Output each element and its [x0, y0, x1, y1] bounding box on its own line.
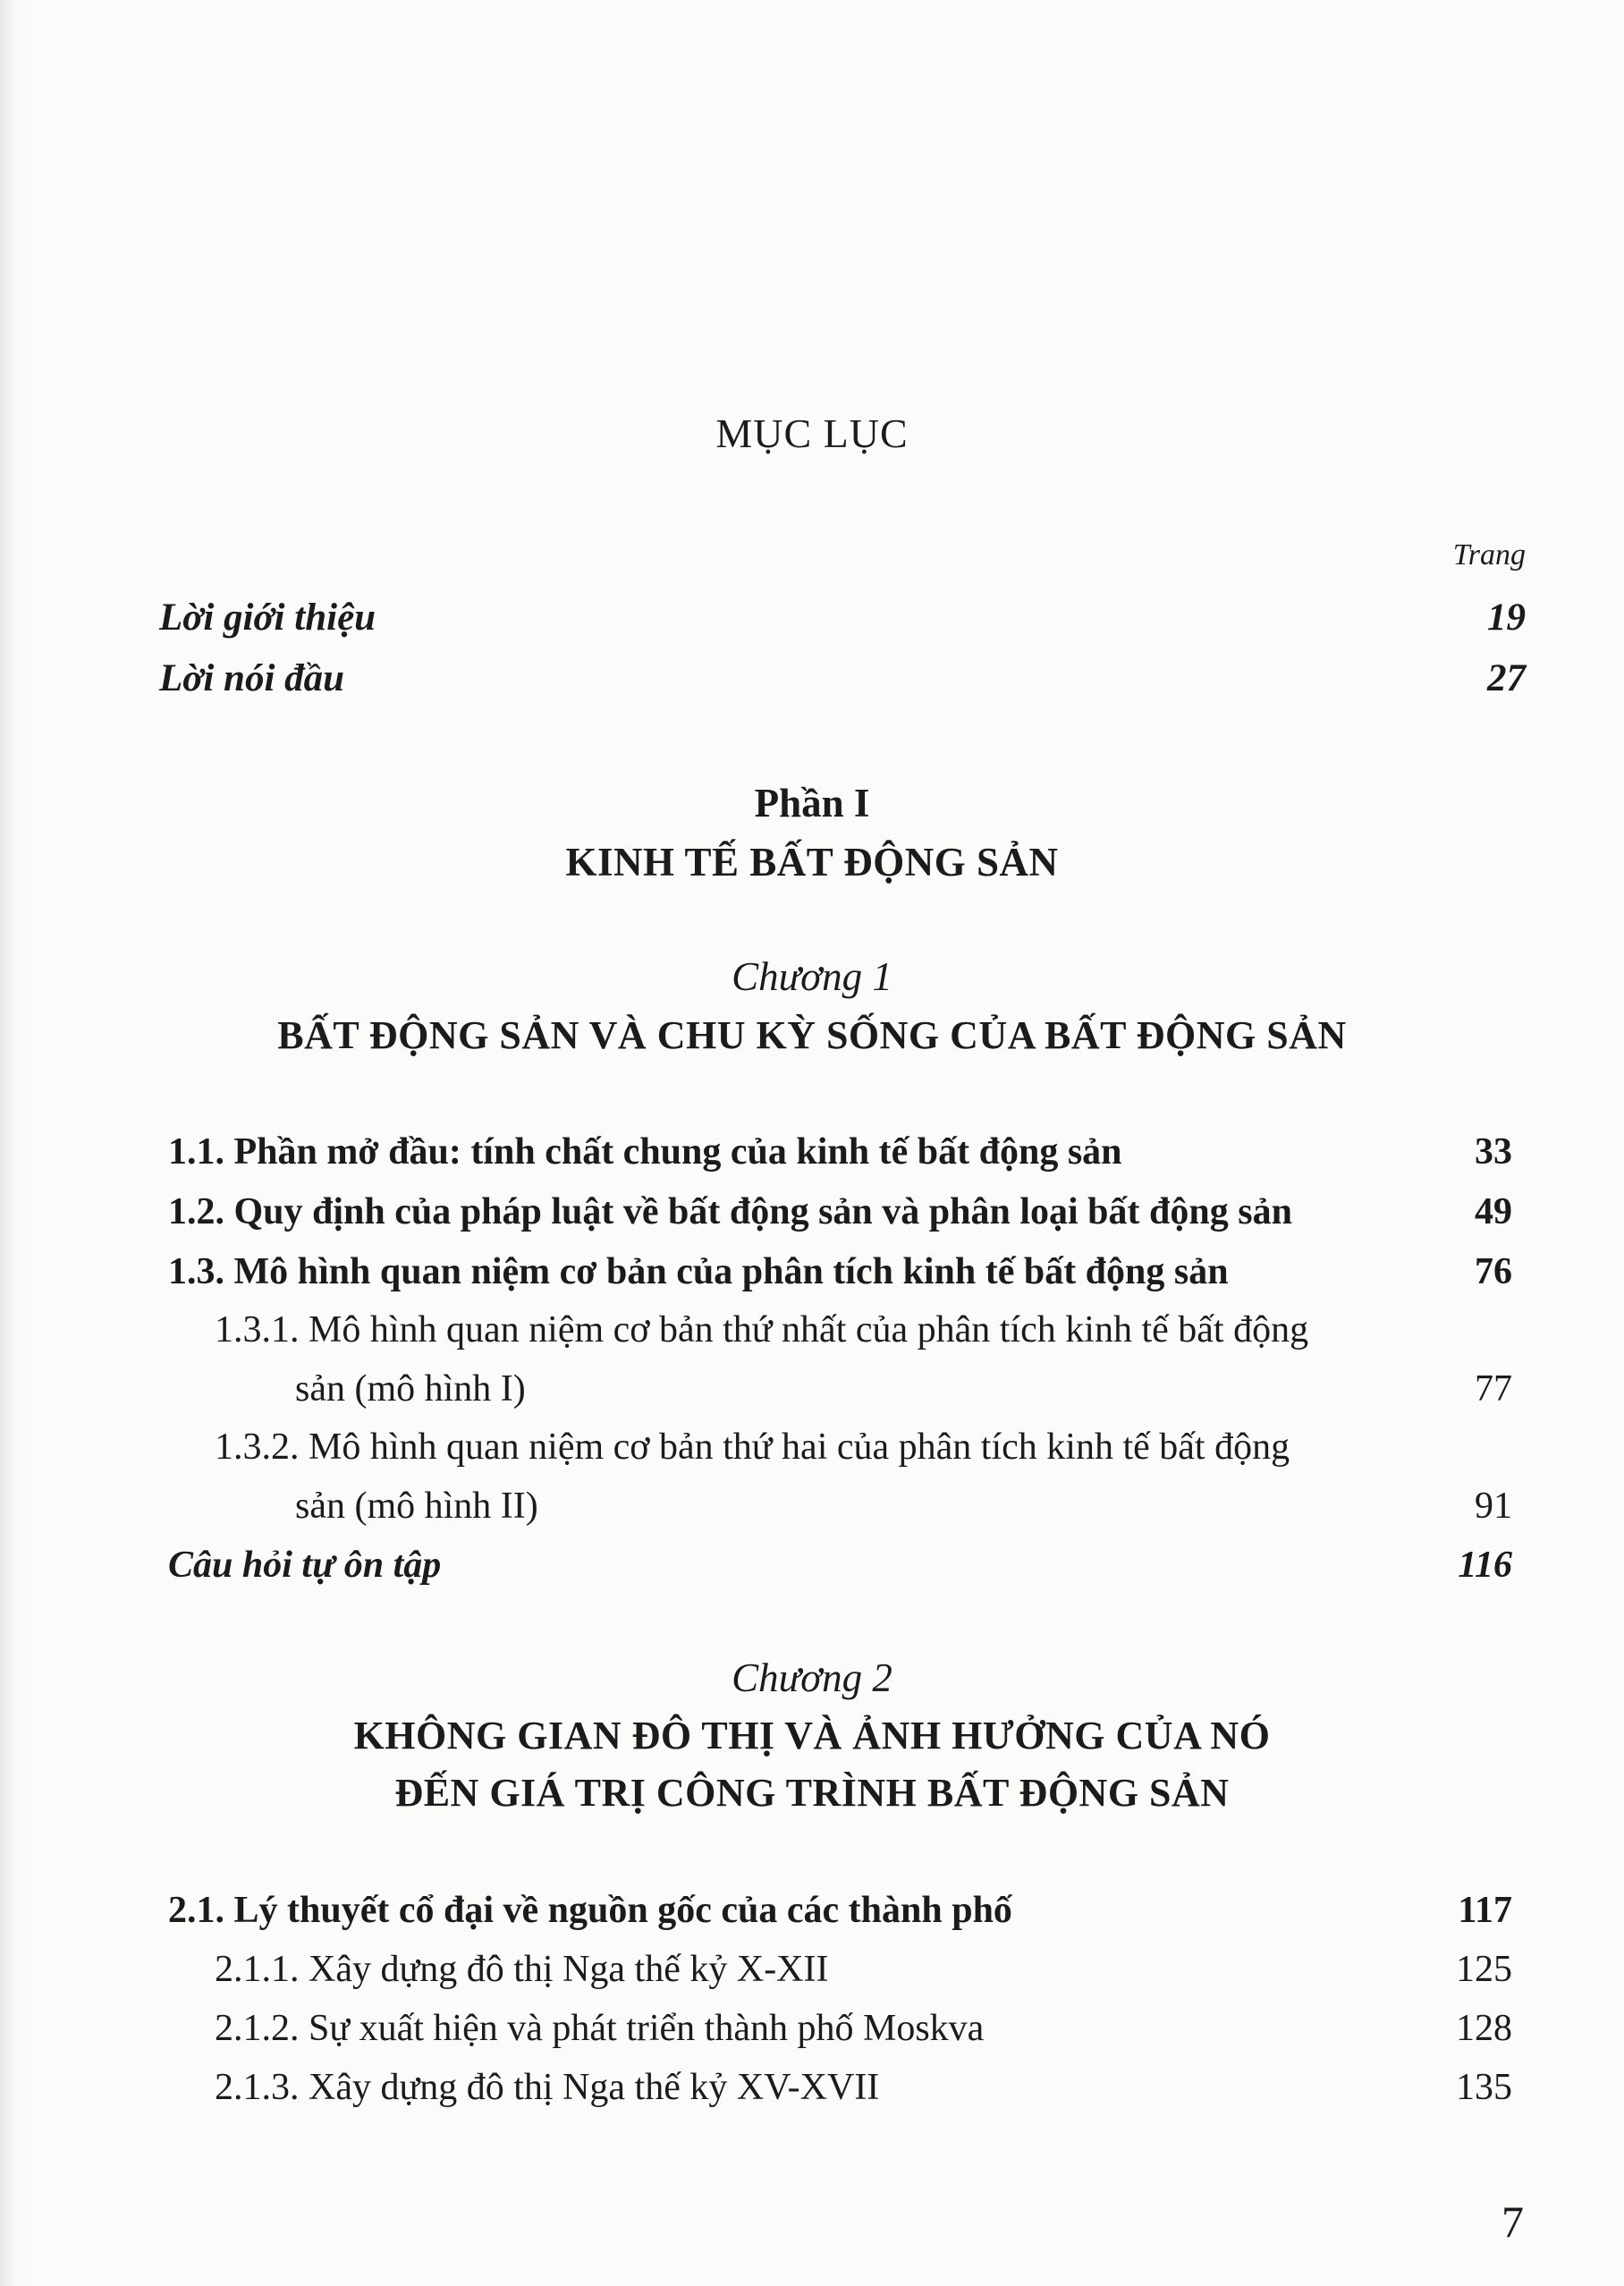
toc-subentry-text: 2.1.2. Sự xuất hiện và phát triển thành phố Moskva — [215, 2008, 985, 2049]
toc-front-entry-title: Lời nói đầu — [159, 657, 345, 699]
chapter-label: Chương 1 — [732, 954, 892, 999]
page-column-label: Trang — [1452, 538, 1526, 572]
toc-subentry-text: 1.3.2. Mô hình quan niệm cơ bản thứ hai của phân tích kinh tế bất động — [215, 1427, 1290, 1468]
toc-front-entry[interactable] — [159, 596, 1526, 639]
toc-entry-page: 91 — [1475, 1486, 1512, 1527]
toc-entry-page: 76 — [1475, 1251, 1512, 1292]
toc-front-entry-page: 19 — [1487, 597, 1526, 639]
toc-entry-page: 116 — [1458, 1545, 1512, 1586]
chapter-title: BẤT ĐỘNG SẢN VÀ CHU KỲ SỐNG CỦA BẤT ĐỘNG SẢN — [277, 1013, 1347, 1057]
toc-entry-text: 1.1. Phần mở đầu: tính chất chung của kinh tế bất động sản — [168, 1131, 1122, 1173]
part-label: Phần I — [754, 781, 870, 826]
chapter-label: Chương 2 — [732, 1655, 892, 1700]
toc-entry-page: 125 — [1456, 1949, 1512, 1990]
page-title: MỤC LỤC — [715, 411, 909, 456]
toc-entry-page: 128 — [1456, 2008, 1512, 2049]
chapter-title-line-2: ĐẾN GIÁ TRỊ CÔNG TRÌNH BẤT ĐỘNG SẢN — [394, 1771, 1230, 1815]
toc-front-entry-page: 27 — [1487, 657, 1526, 699]
toc-entry-page: 33 — [1475, 1131, 1512, 1173]
toc-entry-text: 2.1. Lý thuyết cổ đại về nguồn gốc của các thành phố — [168, 1890, 1012, 1931]
toc-front-entry[interactable] — [159, 656, 1526, 700]
toc-subentry-text: 2.1.3. Xây dựng đô thị Nga thế kỷ XV-XVII — [215, 2067, 880, 2108]
toc-subentry-text: 1.3.1. Mô hình quan niệm cơ bản thứ nhất của phân tích kinh tế bất động — [215, 1309, 1309, 1350]
toc-entry-page: 77 — [1475, 1368, 1512, 1410]
toc-entry-text: 1.3. Mô hình quan niệm cơ bản của phân tích kinh tế bất động sản — [168, 1251, 1229, 1292]
toc-entry-page: 117 — [1458, 1890, 1512, 1931]
toc-entry-page: 49 — [1475, 1191, 1512, 1232]
toc-subentry-text-continued: sản (mô hình I) — [295, 1368, 526, 1410]
chapter-title-line-1: KHÔNG GIAN ĐÔ THỊ VÀ ẢNH HƯỞNG CỦA NÓ — [353, 1714, 1271, 1757]
toc-subentry-text-continued: sản (mô hình II) — [295, 1486, 538, 1527]
toc-front-entry-title: Lời giới thiệu — [159, 597, 376, 639]
toc-entry-text: 1.2. Quy định của pháp luật về bất động sản và phân loại bất động sản — [168, 1191, 1292, 1232]
part-title: KINH TẾ BẤT ĐỘNG SẢN — [565, 840, 1059, 885]
toc-subentry-text: 2.1.1. Xây dựng đô thị Nga thế kỷ X-XII — [215, 1949, 829, 1990]
page-number: 7 — [1501, 2197, 1524, 2247]
toc-entry-page: 135 — [1456, 2067, 1512, 2108]
toc-entry-text: Câu hỏi tự ôn tập — [168, 1545, 442, 1586]
